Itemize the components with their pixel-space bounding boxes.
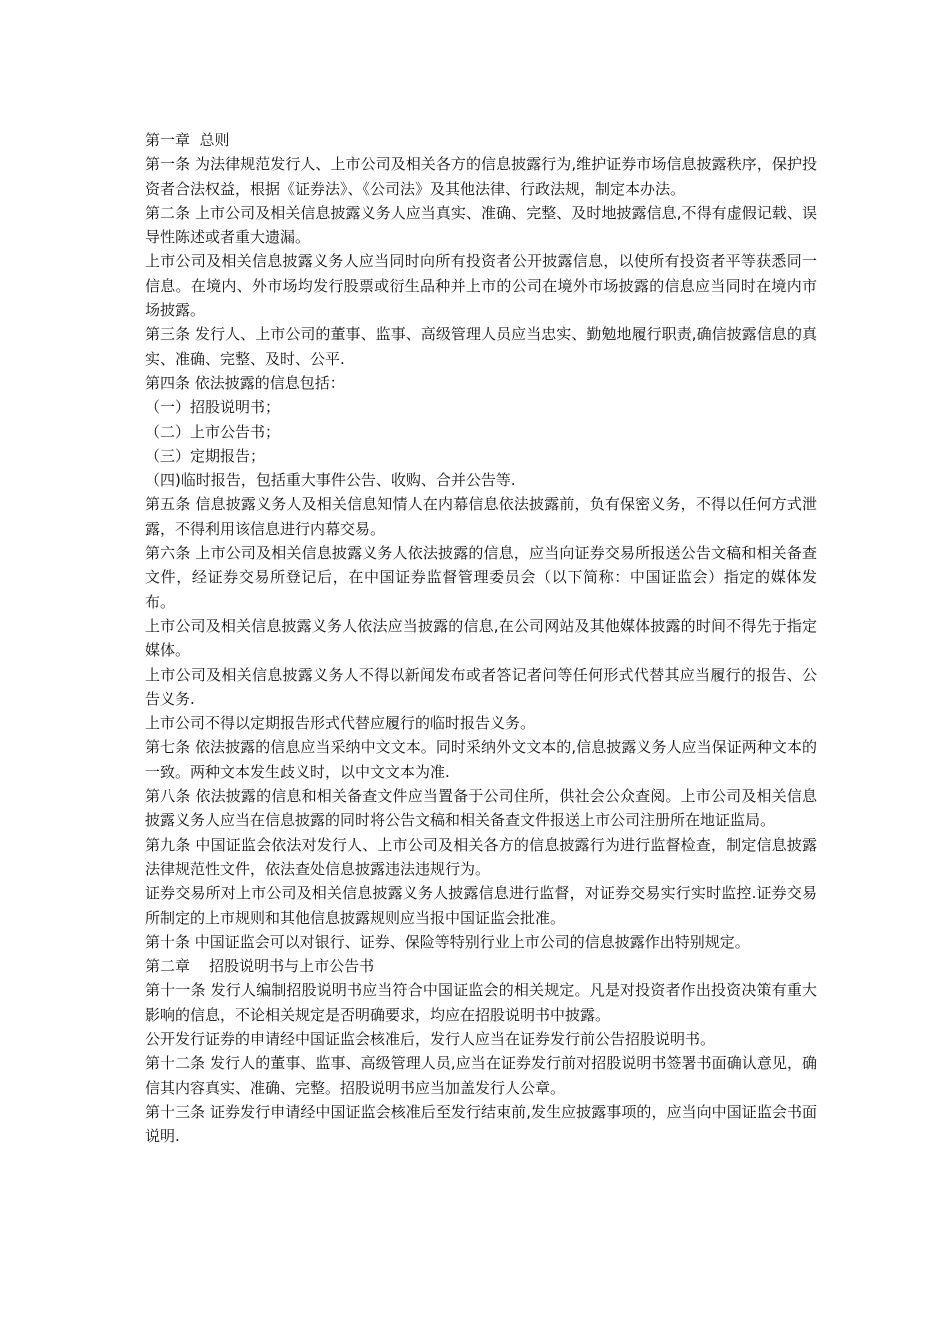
article-paragraph: 第七条 依法披露的信息应当采纳中文文本。同时采纳外文文本的,信息披露义务人应当保证两种文本的一致。两种文本发生歧义时，以中文文本为准.: [145, 738, 817, 781]
article-paragraph: 第八条 依法披露的信息和相关备查文件应当置备于公司住所，供社会公众查阅。上市公司及相关信息披露义务人应当在信息披露的同时将公告文稿和相关备查文件报送上市公司注册所在地证监局。: [145, 787, 817, 830]
article-paragraph: 第九条 中国证监会依法对发行人、上市公司及相关各方的信息披露行为进行监督检查，制定信息披露法律规范性文件，依法查处信息披露违法违规行为。: [145, 835, 817, 878]
article-paragraph: 上市公司及相关信息披露义务人不得以新闻发布或者答记者问等任何形式代替其应当履行的报告、公告义务.: [145, 665, 817, 708]
article-paragraph: 上市公司及相关信息披露义务人依法应当披露的信息,在公司网站及其他媒体披露的时间不得先于指定媒体。: [145, 616, 817, 660]
article-paragraph: 公开发行证券的申请经中国证监会核准后，发行人应当在证券发行前公告招股说明书。: [145, 1029, 716, 1048]
article-paragraph: 上市公司不得以定期报告形式代替应履行的临时报告义务。: [145, 714, 536, 733]
article-paragraph: 第十条 中国证监会可以对银行、证券、保险等特别行业上市公司的信息披露作出特别规定。: [145, 932, 750, 951]
article-paragraph: 第三条 发行人、上市公司的董事、监事、高级管理人员应当忠实、勤勉地履行职责,确信披露信息的真实、准确、完整、及时、公平.: [145, 325, 817, 368]
article-paragraph: 证券交易所对上市公司及相关信息披露义务人披露信息进行监督，对证券交易实行实时监控.证券交易所制定的上市规则和其他信息披露规则应当报中国证监会批准。: [145, 884, 817, 927]
article-paragraph: 第十一条 发行人编制招股说明书应当符合中国证监会的相关规定。凡是对投资者作出投资决策有重大影响的信息，不论相关规定是否明确要求，均应在招股说明书中披露。: [145, 981, 817, 1024]
chapter-heading: 第二章 招股说明书与上市公告书: [145, 957, 375, 976]
list-item: （四)临时报告，包括重大事件公告、收购、合并公告等.: [145, 471, 516, 490]
list-item: （二）上市公告书；: [145, 422, 281, 441]
list-item: （三）定期报告；: [145, 446, 266, 465]
article-paragraph: 第二条 上市公司及相关信息披露义务人应当真实、准确、完整、及时地披露信息,不得有虚假记载、误导性陈述或者重大遗漏。: [145, 203, 817, 247]
article-paragraph: 第一条 为法律规范发行人、上市公司及相关各方的信息披露行为,维护证券市场信息披露秩序，保护投资者合法权益，根据《证券法》、《公司法》及其他法律、行政法规，制定本办法。: [145, 155, 817, 198]
article-paragraph: 上市公司及相关信息披露义务人应当同时向所有投资者公开披露信息，以使所有投资者平等获悉同一信息。在境内、外市场均发行股票或衍生品种并上市的公司在境外市场披露的信息应当同时在境内市场披露。: [145, 252, 817, 320]
article-paragraph: 第六条 上市公司及相关信息披露义务人依法披露的信息，应当向证券交易所报送公告文稿和相关备查文件，经证券交易所登记后，在中国证券监督管理委员会（以下简称：中国证监会）指定的媒体发布。: [145, 544, 817, 611]
document-body: [145, 128, 817, 1148]
article-paragraph: 第五条 信息披露义务人及相关信息知情人在内幕信息依法披露前，负有保密义务，不得以任何方式泄露，不得利用该信息进行内幕交易。: [145, 495, 817, 538]
chapter-heading: 第一章 总则: [145, 131, 230, 149]
article-paragraph: 第四条 依法披露的信息包括：: [145, 373, 345, 392]
article-paragraph: 第十三条 证券发行申请经中国证监会核准后至发行结束前,发生应披露事项的，应当向中国证监会书面说明.: [145, 1102, 817, 1146]
list-item: （一）招股说明书；: [145, 398, 281, 417]
article-paragraph: 第十二条 发行人的董事、监事、高级管理人员,应当在证券发行前对招股说明书签署书面确认意见，确信其内容真实、准确、完整。招股说明书应当加盖发行人公章。: [145, 1054, 817, 1097]
